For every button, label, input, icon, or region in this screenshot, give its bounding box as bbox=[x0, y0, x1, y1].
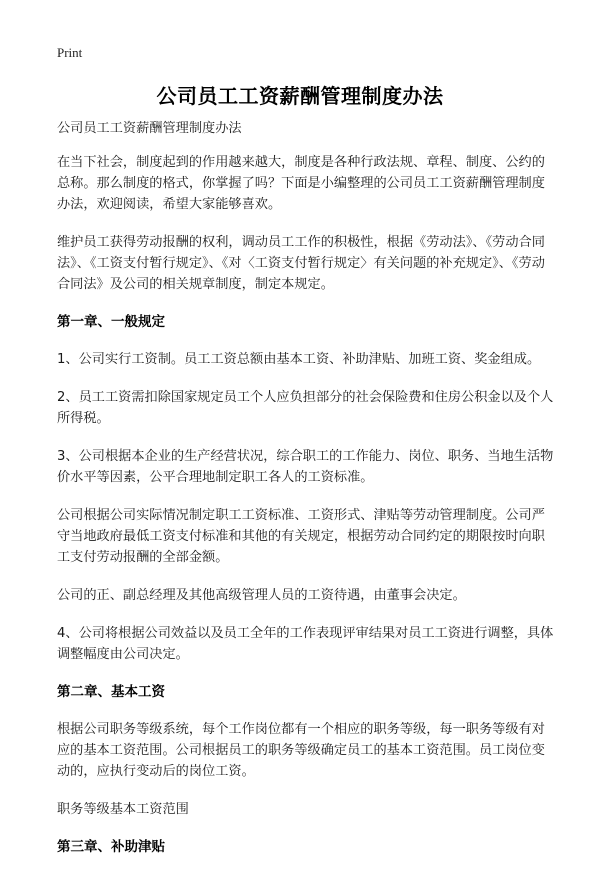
purpose-paragraph: 维护员工获得劳动报酬的权利，调动员工工作的积极性，根据《劳动法》、《劳动合同法》、《工资支付暂行规定》、《对〈工资支付暂行规定〉有关问题的补充规定》、《劳动合同法》及公司的相关规章制度，制定本规定。 bbox=[57, 235, 545, 292]
document-subtitle: 公司员工工资薪酬管理制度办法 bbox=[57, 121, 242, 136]
chapter-1-item-3: 3、公司根据本企业的生产经营状况，综合职工的工作能力、岗位、职务、当地生活物价水平等因素，公平合理地制定职工各人的工资标准。 bbox=[57, 449, 554, 485]
chapter-1-item-1: 1、公司实行工资制。员工工资总额由基本工资、补助津贴、加班工资、奖金组成。 bbox=[57, 352, 541, 367]
chapter-1-executive-pay: 公司的正、副总经理及其他高级管理人员的工资待遇，由董事会决定。 bbox=[57, 588, 466, 603]
chapter-1-policy: 公司根据公司实际情况制定职工工资标准、工资形式、津贴等劳动管理制度。公司严守当地政府最低工资支付标准和其他的有关规定，根据劳动合同约定的期限按时向职工支付劳动报酬的全部金额。 bbox=[57, 508, 545, 565]
chapter-1-heading: 第一章、一般规定 bbox=[57, 314, 165, 330]
chapter-1-item-2: 2、员工工资需扣除国家规定员工个人应负担部分的社会保险费和住房公积金以及个人所得税。 bbox=[57, 390, 554, 426]
chapter-1-item-4: 4、公司将根据公司效益以及员工全年的工作表现评审结果对员工工资进行调整，具体调整幅度由公司决定。 bbox=[57, 626, 554, 662]
chapter-2-salary-range: 职务等级基本工资范围 bbox=[57, 802, 189, 817]
intro-paragraph: 在当下社会，制度起到的作用越来越大，制度是各种行政法规、章程、制度、公约的总称。那么制度的格式，你掌握了吗？下面是小编整理的公司员工工资薪酬管理制度办法，欢迎阅读，希望大家能够喜欢。 bbox=[57, 155, 545, 212]
page-title: 公司员工工资薪酬管理制度办法 bbox=[156, 84, 444, 108]
chapter-2-heading: 第二章、基本工资 bbox=[57, 684, 165, 700]
print-link[interactable]: Print bbox=[57, 45, 83, 60]
document-body bbox=[57, 118, 557, 874]
chapter-3-heading: 第三章、补助津贴 bbox=[57, 839, 165, 855]
chapter-2-body: 根据公司职务等级系统，每个工作岗位都有一个相应的职务等级，每一职务等级有对应的基本工资范围。公司根据员工的职务等级确定员工的基本工资范围。员工岗位变动的，应执行变动后的岗位工资。 bbox=[57, 722, 545, 779]
